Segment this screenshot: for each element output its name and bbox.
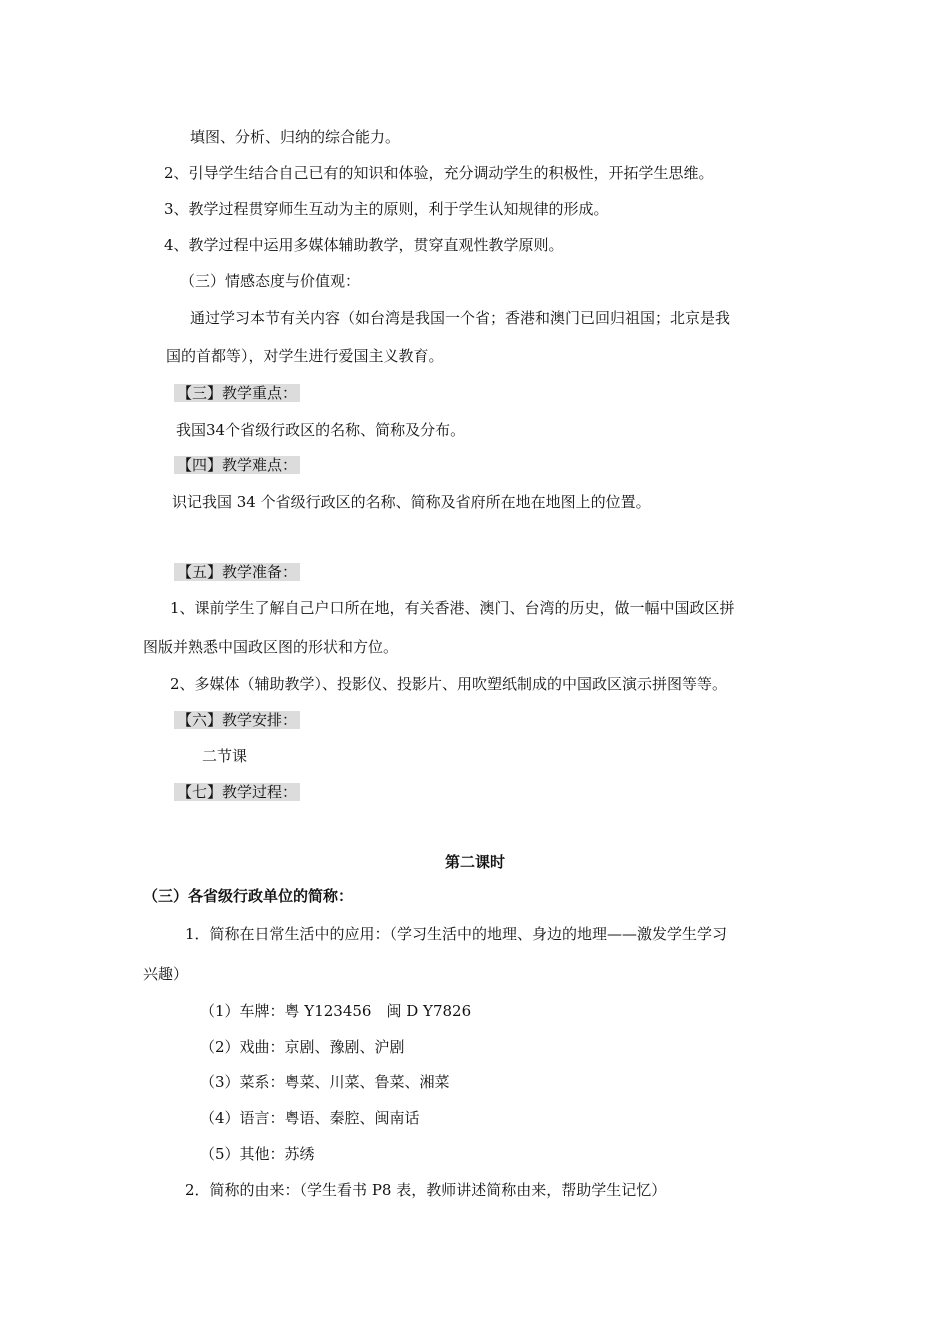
- list-item: （3）菜系：粤菜、川菜、鲁菜、湘菜: [200, 1073, 450, 1091]
- list-item: （4）语言：粤语、秦腔、闽南话: [200, 1109, 420, 1127]
- text-line: 通过学习本节有关内容（如台湾是我国一个省；香港和澳门已回归祖国；北京是我: [190, 309, 731, 327]
- section-heading-arrangement: 【六】教学安排：: [174, 710, 300, 730]
- text-line: 4、教学过程中运用多媒体辅助教学，贯穿直观性教学原则。: [164, 236, 564, 254]
- section-subheading: （三）各省级行政单位的简称：: [143, 887, 354, 905]
- text-line: 2、多媒体（辅助教学）、投影仪、投影片、用吹塑纸制成的中国政区演示拼图等等。: [170, 675, 728, 693]
- list-item: （1）车牌：粤 Y123456 闽 D Y7826: [200, 1002, 472, 1020]
- text-line: 填图、分析、归纳的综合能力。: [190, 128, 401, 146]
- text-line: 兴趣）: [143, 965, 189, 983]
- list-item: （5）其他：苏绣: [200, 1145, 315, 1163]
- section-heading-process: 【七】教学过程：: [174, 782, 300, 802]
- text-line: 1．简称在日常生活中的应用：（学习生活中的地理、身边的地理——激发学生学习: [185, 925, 728, 943]
- section-heading-key-points: 【三】教学重点：: [174, 383, 300, 403]
- section-heading-difficulties: 【四】教学难点：: [174, 455, 300, 475]
- text-line: 图版并熟悉中国政区图的形状和方位。: [143, 638, 399, 656]
- section-subheading: （三）情感态度与价值观：: [180, 272, 361, 290]
- lesson-title: 第二课时: [444, 853, 505, 871]
- text-line: 1、课前学生了解自己户口所在地，有关香港、澳门、台湾的历史，做一幅中国政区拼: [170, 599, 735, 617]
- text-line: 国的首都等），对学生进行爱国主义教育。: [166, 347, 444, 365]
- text-line: 3、教学过程贯穿师生互动为主的原则，利于学生认知规律的形成。: [164, 200, 609, 218]
- text-line: 识记我国 34 个省级行政区的名称、简称及省府所在地在地图上的位置。: [172, 493, 651, 511]
- text-line: 2．简称的由来：（学生看书 P8 表，教师讲述简称由来，帮助学生记忆）: [185, 1181, 667, 1199]
- text-line: 我国34个省级行政区的名称、简称及分布。: [176, 421, 466, 439]
- section-heading-preparation: 【五】教学准备：: [174, 562, 300, 582]
- list-item: （2）戏曲：京剧、豫剧、沪剧: [200, 1038, 405, 1056]
- text-line: 2、引导学生结合自己已有的知识和体验，充分调动学生的积极性，开拓学生思维。: [164, 164, 714, 182]
- text-line: 二节课: [202, 747, 248, 765]
